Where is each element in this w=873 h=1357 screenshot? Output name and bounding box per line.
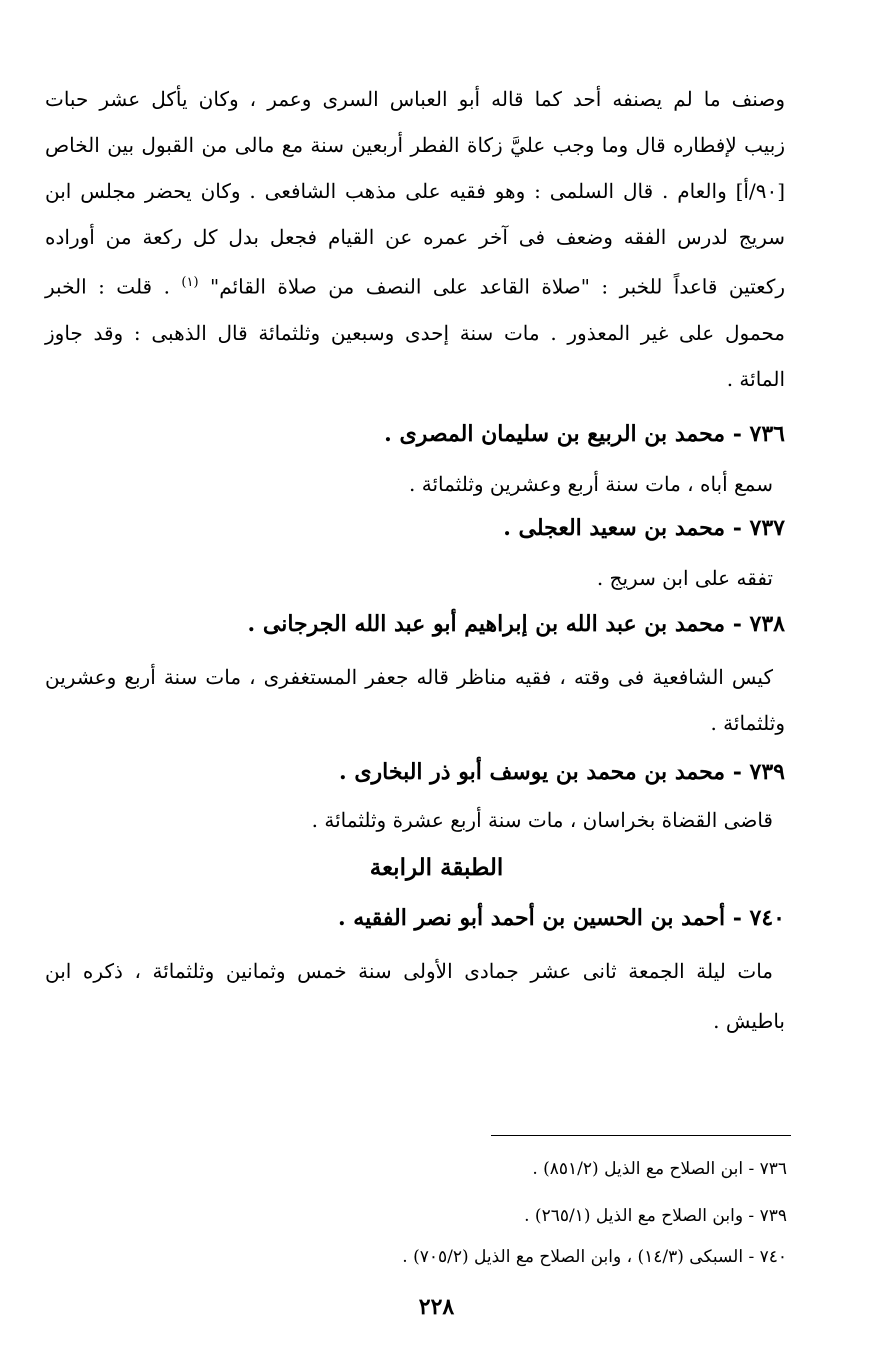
text-line: وثلثمائة .: [710, 711, 785, 735]
page-number: ٢٢٨: [418, 1294, 455, 1320]
footnote-divider: [491, 1135, 791, 1136]
footnote-740: ٧٤٠ - السبكى (١٤/٣) ، وابن الصلاح مع الذيل (٧٠٥/٢) .: [402, 1247, 787, 1267]
footnote-736: ٧٣٦ - ابن الصلاح مع الذيل (٨٥١/٢) .: [532, 1159, 787, 1179]
footnote-739: ٧٣٩ - وابن الصلاح مع الذيل (٢٦٥/١) .: [524, 1206, 787, 1226]
quote-tail: . قلت : الخبر: [45, 274, 170, 299]
intro-paragraph: [45, 76, 785, 402]
entry-body-739: قاضى القضاة بخراسان ، مات سنة أربع عشرة وثلثمائة .: [311, 808, 773, 832]
text-line: [45, 260, 785, 310]
text-line: المائة .: [726, 366, 785, 391]
footnote-ref: (١): [181, 275, 199, 290]
entry-body-740: [45, 946, 785, 1046]
text-line: محمول على غير المعذور . مات سنة إحدى وسبعين وثلثمائة قال الذهبى : وقد جاوز: [45, 320, 785, 345]
entry-heading-736: ٧٣٦ - محمد بن الربيع بن سليمان المصرى .: [384, 421, 785, 447]
entry-heading-739: ٧٣٩ - محمد بن محمد بن يوسف أبو ذر البخارى .: [339, 759, 785, 785]
text-line: مات ليلة الجمعة ثانى عشر جمادى الأولى سنة خمس وثمانين وثلثمائة ، ذكره ابن: [45, 959, 773, 983]
entry-body-738: [45, 654, 785, 746]
text-line: كيس الشافعية فى وقته ، فقيه مناظر قاله جعفر المستغفرى ، مات سنة أربع وعشرين: [45, 665, 773, 689]
entry-body-737: تفقه على ابن سريج .: [596, 566, 773, 590]
text-line: وصنف ما لم يصنفه أحد كما قاله أبو العباس السرى وعمر ، وكان يأكل عشر حبات: [45, 87, 785, 111]
entry-body-736: سمع أباه ، مات سنة أربع وعشرين وثلثمائة .: [409, 472, 773, 496]
entry-heading-740: ٧٤٠ - أحمد بن الحسين بن أحمد أبو نصر الفقيه .: [337, 905, 785, 931]
section-title: الطبقة الرابعة: [369, 854, 504, 881]
text-line: سريج لدرس الفقه وضعف فى آخر عمره عن القيام فجعل بدل كل ركعة من أوراده: [45, 225, 785, 249]
entry-heading-738: ٧٣٨ - محمد بن عبد الله بن إبراهيم أبو عبد الله الجرجانى .: [247, 611, 785, 637]
text-line: [٩٠/أ] والعام . قال السلمى : وهو فقيه على مذهب الشافعى . وكان يحضر مجلس ابن: [45, 179, 785, 203]
text-line: باطيش .: [713, 1009, 785, 1033]
entry-heading-737: ٧٣٧ - محمد بن سعيد العجلى .: [503, 515, 785, 541]
text-line: زبيب لإفطاره قال وما وجب عليَّ زكاة الفطر أربعين سنة مع مالى من القبول بين الخاص: [45, 133, 785, 157]
quote-text: ركعتين قاعداً للخبر : "صلاة القاعد على النصف من صلاة القائم": [210, 274, 786, 299]
